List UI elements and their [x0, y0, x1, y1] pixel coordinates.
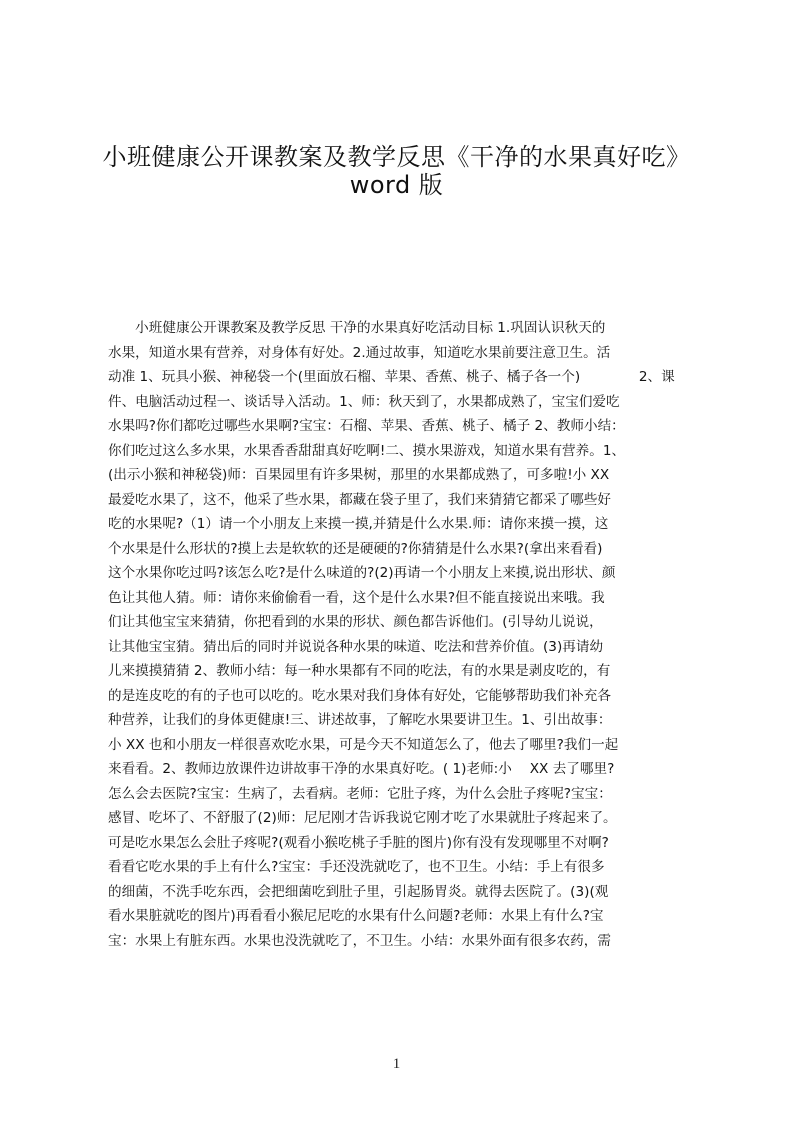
- body-line: 的是连皮吃的有的子也可以吃的。吃水果对我们身体有好处，它能够帮助我们补充各: [108, 687, 611, 704]
- body-line: 宝：水果上有脏东西。水果也没洗就吃了，不卫生。小结：水果外面有很多农药，需: [108, 932, 611, 949]
- body-line: 让其他宝宝猜。猜出后的同时并说说各种水果的味道、吃法和营养价值。(3)再请幼: [108, 638, 604, 655]
- body-line: 们让其他宝宝来猜猜，你把看到的水果的形状、颜色都告诉他们。(引导幼儿说说，: [108, 614, 603, 630]
- body-line: 水果，知道水果有营养，对身体有好处。2.通过故事，知道吃水果前要注意卫生。活: [108, 344, 611, 361]
- document-title-subtitle: word 版: [349, 171, 444, 199]
- body-line: 个水果是什么形状的?摸上去是软软的还是硬硬的?你猜猜是什么水果?(拿出来看看): [108, 540, 603, 557]
- body-line: 感冒、吃坏了、不舒服了(2)师：尼尼刚才告诉我说它刚才吃了水果就肚子疼起来了。: [108, 810, 617, 826]
- body-line: 怎么会去医院?宝宝：生病了，去看病。老师：它肚子疼，为什么会肚子疼呢?宝宝：: [108, 785, 612, 802]
- body-line: 种营养，让我们的身体更健康!三、讲述故事，了解吃水果要讲卫生。1、引出故事：: [108, 712, 612, 728]
- body-line: 看水果脏就吃的图片)再看看小猴尼尼吃的水果有什么问题?老师：水果上有什么?宝: [108, 908, 604, 924]
- body-line: 水果吗?你们都吃过哪些水果啊?宝宝：石榴、苹果、香蕉、桃子、橘子 2、教师小结：: [108, 418, 625, 434]
- body-line: 动准 1、玩具小猴、神秘袋一个(里面放石榴、苹果、香蕉、桃子、橘子各一个) 2、课: [108, 369, 675, 385]
- body-line: 来看看。2、教师边放课件边讲故事干净的水果真好吃。( 1)老师:小 XX 去了哪里?: [108, 761, 615, 777]
- body-line: 这个水果你吃过吗?该怎么吃?是什么味道的?(2)再请一个小朋友上来摸,说出形状、颜: [108, 565, 616, 581]
- body-line: 最爱吃水果了，这不，他采了些水果，都藏在袋子里了，我们来猜猜它都采了哪些好: [108, 491, 611, 508]
- body-line: 色让其他人猜。师：请你来偷偷看一看，这个是什么水果?但不能直接说出来哦。我: [108, 589, 605, 606]
- body-line: 吃的水果呢?（1）请一个小朋友上来摸一摸,并猜是什么水果.师：请你来摸一摸，这: [108, 516, 609, 532]
- body-line: 儿来摸摸猜猜 2、教师小结：每一种水果都有不同的吃法，有的水果是剥皮吃的，有: [108, 663, 611, 679]
- body-line: 看看它吃水果的手上有什么?宝宝：手还没洗就吃了，也不卫生。小结：手上有很多: [108, 859, 605, 875]
- page-number: 1: [392, 1056, 401, 1072]
- document-body: [108, 316, 698, 990]
- document-title: 小班健康公开课教案及教学反思《干净的水果真好吃》: [102, 143, 691, 171]
- body-line: 你们吃过这么多水果，水果香香甜甜真好吃啊!二、摸水果游戏，知道水果有营养。1、: [108, 442, 626, 459]
- body-line: 小班健康公开课教案及教学反思 干净的水果真好吃活动目标 1.巩固认识秋天的: [108, 320, 606, 336]
- body-line: 可是吃水果怎么会肚子疼呢?(观看小猴吃桃子手脏的图片)你有没有发现哪里不对啊?: [108, 834, 609, 851]
- body-line: 小 XX 也和小朋友一样很喜欢吃水果，可是今天不知道怎么了，他去了哪里?我们一起: [108, 736, 619, 753]
- body-line: 的细菌，不洗手吃东西，会把细菌吃到肚子里，引起肠胃炎。就得去医院了。(3)(观: [108, 883, 609, 900]
- body-line: (出示小猴和神秘袋)师：百果园里有许多果树，那里的水果都成熟了，可多啦!小 XX: [108, 467, 610, 483]
- body-line: 件、电脑活动过程一、谈话导入活动。1、师：秋天到了，水果都成熟了，宝宝们爱吃: [108, 393, 620, 410]
